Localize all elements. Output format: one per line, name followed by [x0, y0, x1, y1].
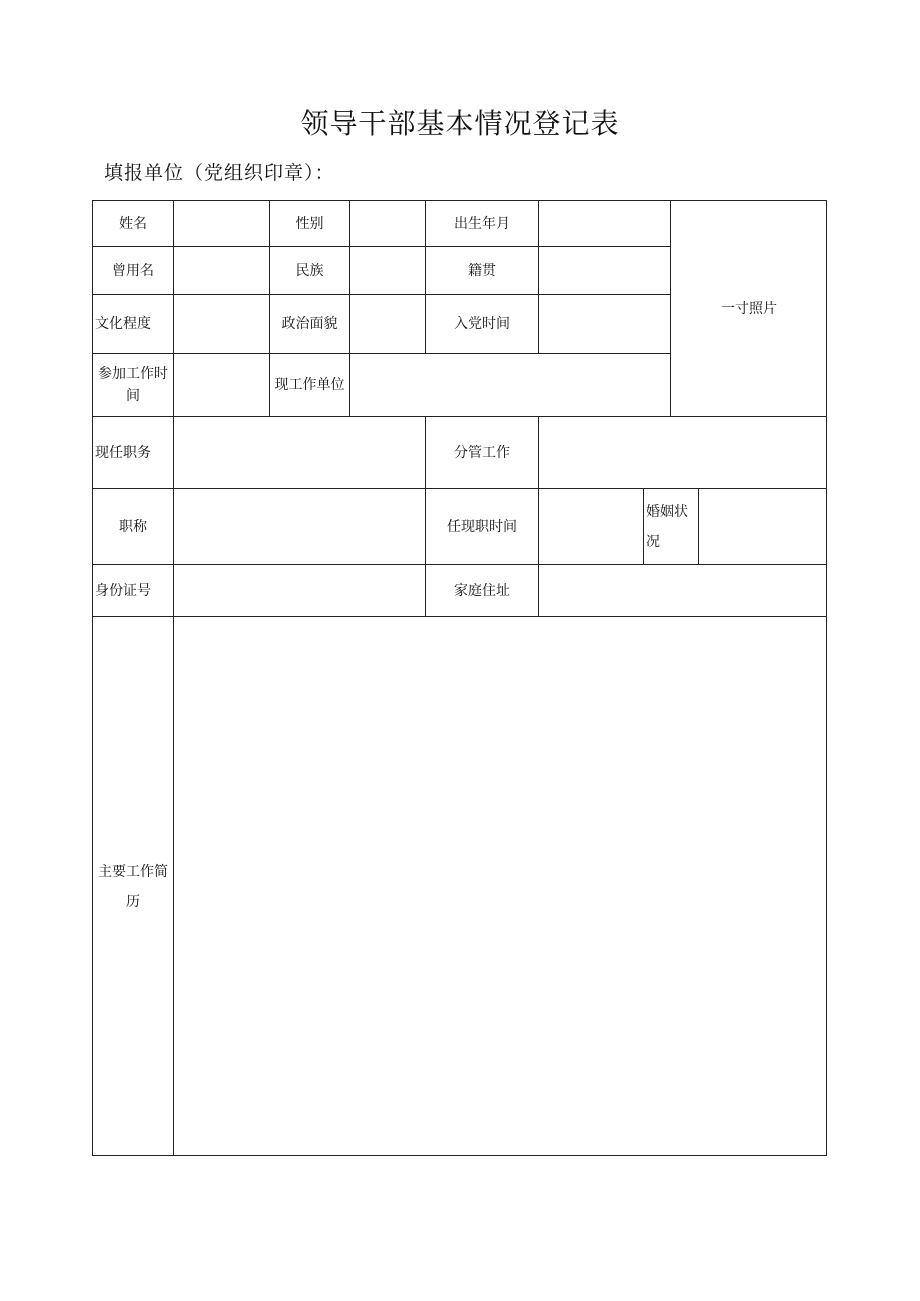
label-ethnicity: 民族: [269, 246, 349, 294]
work-start-date-field[interactable]: [173, 353, 269, 416]
label-current-unit: 现工作单位: [269, 353, 349, 416]
home-address-field[interactable]: [538, 564, 827, 616]
label-work-start-date: 参加工作时间: [92, 353, 173, 416]
education-field[interactable]: [173, 294, 269, 353]
label-political-status: 政治面貌: [269, 294, 349, 353]
form-title: 领导干部基本情况登记表: [300, 107, 620, 140]
label-birth: 出生年月: [425, 200, 538, 246]
ethnicity-field[interactable]: [349, 246, 425, 294]
label-name: 姓名: [92, 200, 173, 246]
professional-title-field[interactable]: [173, 488, 425, 564]
label-gender: 性别: [269, 200, 349, 246]
label-work-history: 主要工作简历: [92, 616, 173, 1156]
birth-field[interactable]: [538, 200, 670, 246]
gender-field[interactable]: [349, 200, 425, 246]
label-id-number: 身份证号: [92, 564, 173, 616]
former-name-field[interactable]: [173, 246, 269, 294]
label-native-place: 籍贯: [425, 246, 538, 294]
label-party-join-date: 入党时间: [425, 294, 538, 353]
marital-status-field[interactable]: [698, 488, 827, 564]
registration-table: [92, 200, 827, 1156]
native-place-field[interactable]: [538, 246, 670, 294]
current-position-field[interactable]: [173, 416, 425, 488]
id-number-field[interactable]: [173, 564, 425, 616]
label-professional-title: 职称: [92, 488, 173, 564]
photo-box[interactable]: 一寸照片: [670, 200, 827, 416]
label-position-start-date: 任现职时间: [425, 488, 538, 564]
current-unit-field[interactable]: [349, 353, 670, 416]
work-history-field[interactable]: [173, 616, 827, 1156]
in-charge-of-field[interactable]: [538, 416, 827, 488]
label-education: 文化程度: [92, 294, 173, 353]
name-field[interactable]: [173, 200, 269, 246]
label-former-name: 曾用名: [92, 246, 173, 294]
party-join-date-field[interactable]: [538, 294, 670, 353]
label-marital-status: 婚姻状况: [643, 488, 698, 564]
label-current-position: 现任职务: [92, 416, 173, 488]
position-start-date-field[interactable]: [538, 488, 643, 564]
political-status-field[interactable]: [349, 294, 425, 353]
label-in-charge-of: 分管工作: [425, 416, 538, 488]
reporting-unit-label: 填报单位（党组织印章）：: [104, 162, 335, 184]
label-home-address: 家庭住址: [425, 564, 538, 616]
